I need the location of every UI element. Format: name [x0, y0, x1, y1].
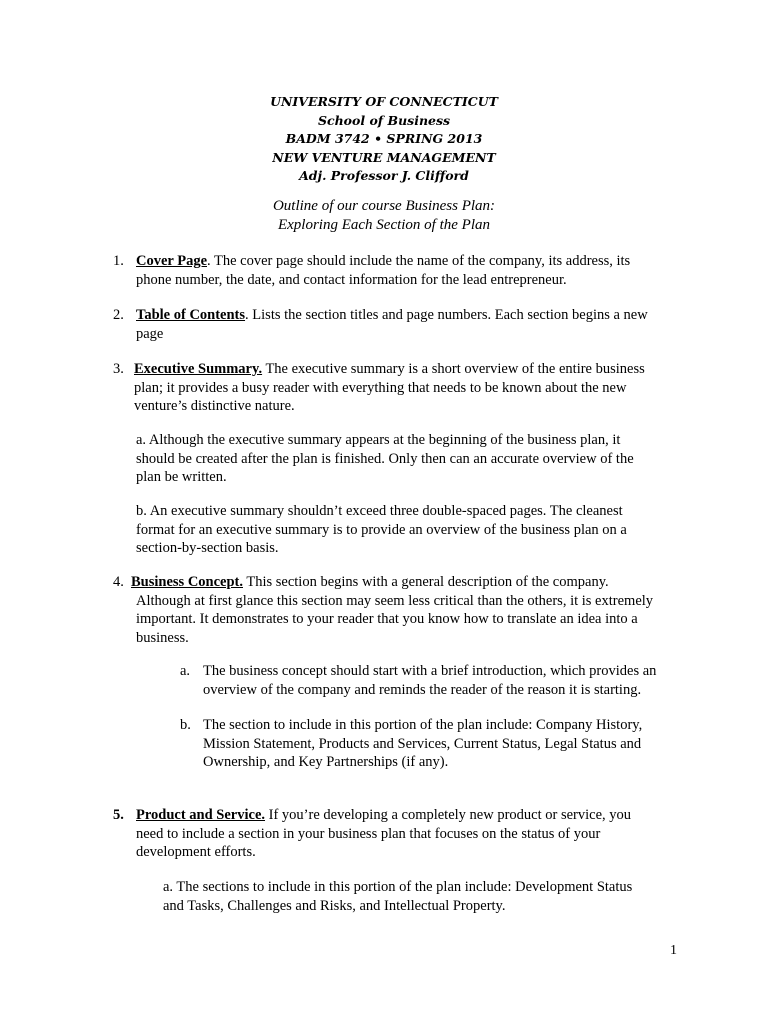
section-number: 3. [113, 361, 124, 377]
section-number: 4. [113, 574, 124, 590]
course-title: NEW VENTURE MANAGEMENT [272, 149, 496, 165]
section-first-line [136, 252, 696, 271]
section-text: important. It demonstrates to your reader that you know how to translate an idea into a [136, 611, 638, 627]
professor-name: Adj. Professor J. Clifford [299, 168, 469, 183]
section-number: 1. [113, 253, 124, 269]
section-text: need to include a section in your business plan that focuses on the status of your [136, 825, 601, 842]
list-marker: a. [180, 663, 191, 679]
list-item [203, 662, 703, 699]
course-code: BADM 3742 • SPRING 2013 [285, 131, 483, 146]
paragraph-line: should be created after the plan is finished. Only then can an accurate overview of the [136, 450, 634, 467]
paragraph-line: format for an executive summary is to provide an overview of the business plan on a [136, 521, 627, 538]
section-term: Table of Contents [136, 307, 246, 323]
subparagraph-b [136, 502, 696, 558]
section-text: The executive summary is a short overview of the entire business [262, 361, 645, 377]
list-marker: b. [180, 717, 191, 733]
subparagraph-a [136, 431, 696, 487]
section-number: 5. [113, 807, 124, 823]
section-text: venture’s distinctive nature. [134, 398, 295, 414]
section-first-line [131, 573, 706, 592]
section-text: . Lists the section titles and page numbers. Each section begins a new [245, 307, 648, 323]
paragraph-line: b. An executive summary shouldn’t exceed three double-spaced pages. The cleanest [136, 503, 623, 519]
paragraph-line: plan be written. [136, 469, 227, 485]
section-text: page [136, 325, 164, 342]
subtitle-line-2: Exploring Each Section of the Plan [277, 217, 491, 233]
list-item-line: Ownership, and Key Partnerships (if any). [203, 754, 449, 770]
section-text: development efforts. [136, 844, 256, 860]
list-item-line: Mission Statement, Products and Services, Current Status, Legal Status and [203, 735, 642, 752]
section-text: . The cover page should include the name of the company, its address, its [207, 253, 631, 269]
document-header [0, 93, 768, 186]
section-text: plan; it provides a busy reader with everything that needs to be known about the new [134, 379, 627, 396]
paragraph-line: a. The sections to include in this portion of the plan include: Development Status [163, 879, 633, 895]
section-text: If you’re developing a completely new product or service, you [265, 807, 632, 823]
section-number: 2. [113, 307, 124, 323]
paragraph-line: a. Although the executive summary appears at the beginning of the business plan, it [136, 432, 621, 448]
page-number: 1 [670, 943, 677, 958]
subtitle-line-1: Outline of our course Business Plan: [272, 198, 496, 214]
list-item-line: overview of the company and reminds the reader of the reason it is starting. [203, 681, 642, 698]
subparagraph-a [163, 878, 723, 915]
school-name: School of Business [317, 112, 451, 128]
section-term: Product and Service. [136, 807, 266, 823]
section-term: Executive Summary. [134, 361, 263, 377]
university-name: UNIVERSITY OF CONNECTICUT [270, 94, 498, 109]
section-text: phone number, the date, and contact information for the lead entrepreneur. [136, 271, 567, 288]
section-term: Cover Page [136, 253, 207, 269]
list-item-line: The business concept should start with a brief introduction, which provides an [203, 663, 657, 679]
list-item-line: The section to include in this portion of the plan include: Company History, [203, 717, 643, 733]
document-subtitle [0, 197, 768, 235]
section-first-line [136, 306, 696, 325]
section-text: business. [136, 629, 189, 646]
section-text: Although at first glance this section may seem less critical than the others, it is extremely [136, 592, 654, 609]
list-item [203, 716, 703, 772]
paragraph-line: section-by-section basis. [136, 540, 279, 556]
section-first-line [136, 806, 706, 825]
section-term: Business Concept. [131, 574, 243, 590]
paragraph-line: and Tasks, Challenges and Risks, and Intellectual Property. [163, 897, 506, 914]
section-text: This section begins with a general description of the company. [243, 574, 609, 590]
section-first-line [134, 360, 704, 379]
